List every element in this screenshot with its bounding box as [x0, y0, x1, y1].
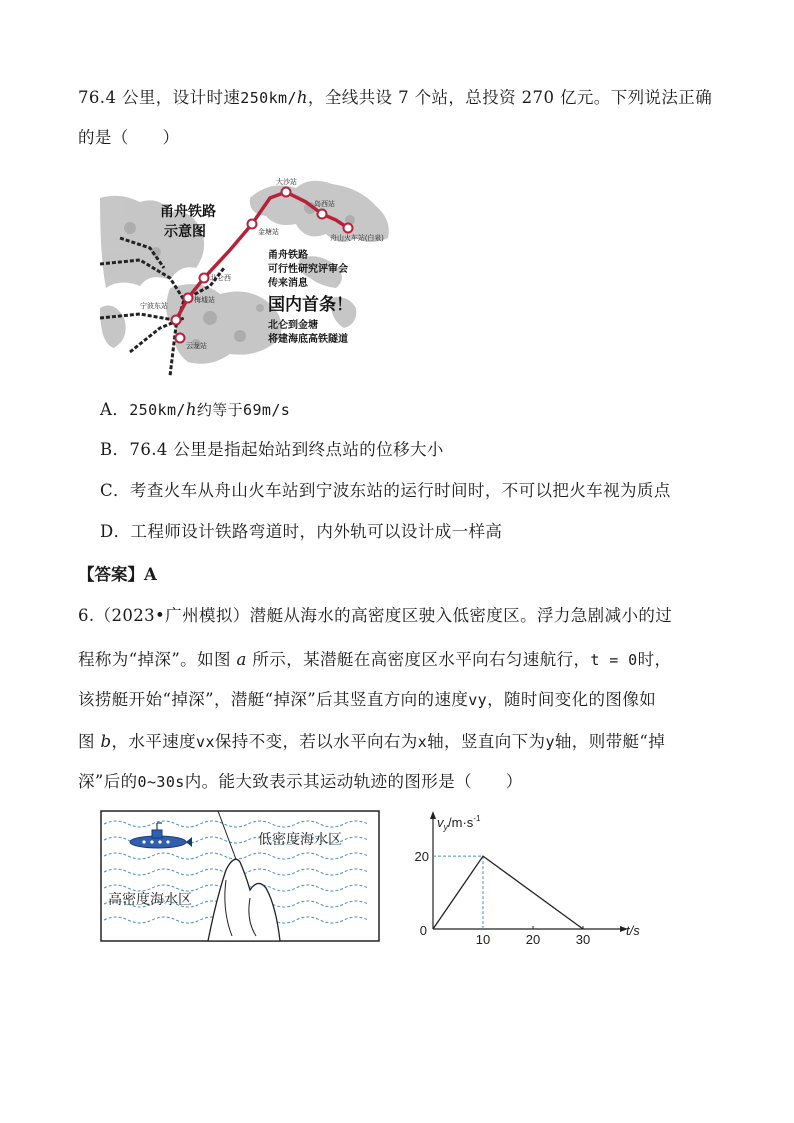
q6-line-3: 该捞艇开始“掉深”，潜艇“掉深”后其竖直方向的速度vy，随时间变化的图像如: [78, 690, 657, 709]
option-d[interactable]: D．工程师设计铁路弯道时，内外轨可以设计成一样高: [100, 522, 503, 541]
option-a[interactable]: A．250km/h约等于69m/s: [100, 400, 291, 419]
figure-a-sea-regions: [100, 810, 380, 942]
q6-line-2: 程称为“掉深”。如图 a 所示，某潜艇在高密度区水平向右匀速航行，t = 0时，: [78, 650, 672, 669]
station-label: 舟山火车站(白泉): [330, 235, 384, 242]
x-tick-label: 20: [525, 932, 541, 945]
y-axis-arrow: [430, 811, 436, 819]
svg-text:甬舟铁路: 甬舟铁路: [268, 250, 308, 261]
svg-text:传来消息: 传来消息: [268, 278, 308, 289]
station-label: 云龙站: [186, 343, 207, 350]
railway-map-figure: [100, 168, 392, 376]
station-label: 大沙站: [276, 179, 297, 186]
station-label: 宁波东站: [140, 303, 168, 310]
q5-answer: 【答案】A: [78, 565, 157, 584]
svg-text:将建海底高铁隧道: 将建海底高铁隧道: [268, 334, 348, 345]
q5-text: 76.4 公里，设计时速: [78, 88, 241, 107]
option-b[interactable]: B．76.4 公里是指起始站到终点站的位移大小: [100, 440, 444, 459]
svg-text:北仑到金塘: 北仑到金塘: [268, 320, 318, 331]
y-tick-label: 20: [414, 849, 429, 865]
station-label: 北仑西: [210, 275, 231, 282]
y-axis-label: $v_y/m\cdot s^{-1}$: [437, 814, 481, 832]
station-label: 金塘站: [258, 229, 279, 236]
x-tick-label: 10: [475, 932, 491, 945]
x-axis-label: t/s: [626, 923, 640, 938]
svg-text:国内首条！: 国内首条！: [268, 295, 353, 314]
origin-label: 0: [419, 923, 427, 938]
q6-line-5: 深”后的0~30s内。能大致表示其运动轨迹的图形是（ ）: [78, 772, 523, 791]
low-density-label: 低密度海水区: [258, 831, 342, 847]
svg-text:可行性研究评审会: 可行性研究评审会: [268, 264, 348, 275]
q5-line-1: [78, 86, 712, 110]
map-title: 甬舟铁路: [160, 203, 216, 219]
q5-text: ，全线共设 7 个站，总投资 270 亿元。下列说法正确: [307, 88, 713, 107]
unit-h: h: [296, 88, 308, 107]
speed-unit: 250km/: [240, 89, 297, 107]
graph-series: [433, 856, 583, 929]
q6-line-1: 6.（2023•广州模拟）潜艇从海水的高密度区驶入低密度区。浮力急剧减小的过: [78, 606, 673, 625]
vy-series-line: [433, 856, 583, 929]
high-density-label: 高密度海水区: [108, 891, 192, 907]
map-subtitle: 示意图: [164, 223, 206, 239]
figure-b-velocity-graph: [405, 805, 645, 945]
x-tick-label: 30: [575, 932, 591, 945]
q6-line-4: 图 b，水平速度vx保持不变，若以水平向右为x轴，竖直向下为y轴，则带艇“掉: [78, 732, 666, 751]
station-label: 梅墟站: [194, 297, 215, 304]
option-c[interactable]: C．考查火车从舟山火车站到宁波东站的运行时间时，不可以把火车视为质点: [100, 481, 671, 500]
station-label: 岛西站: [314, 201, 335, 208]
q5-line-2: 的是（ ）: [78, 128, 180, 147]
